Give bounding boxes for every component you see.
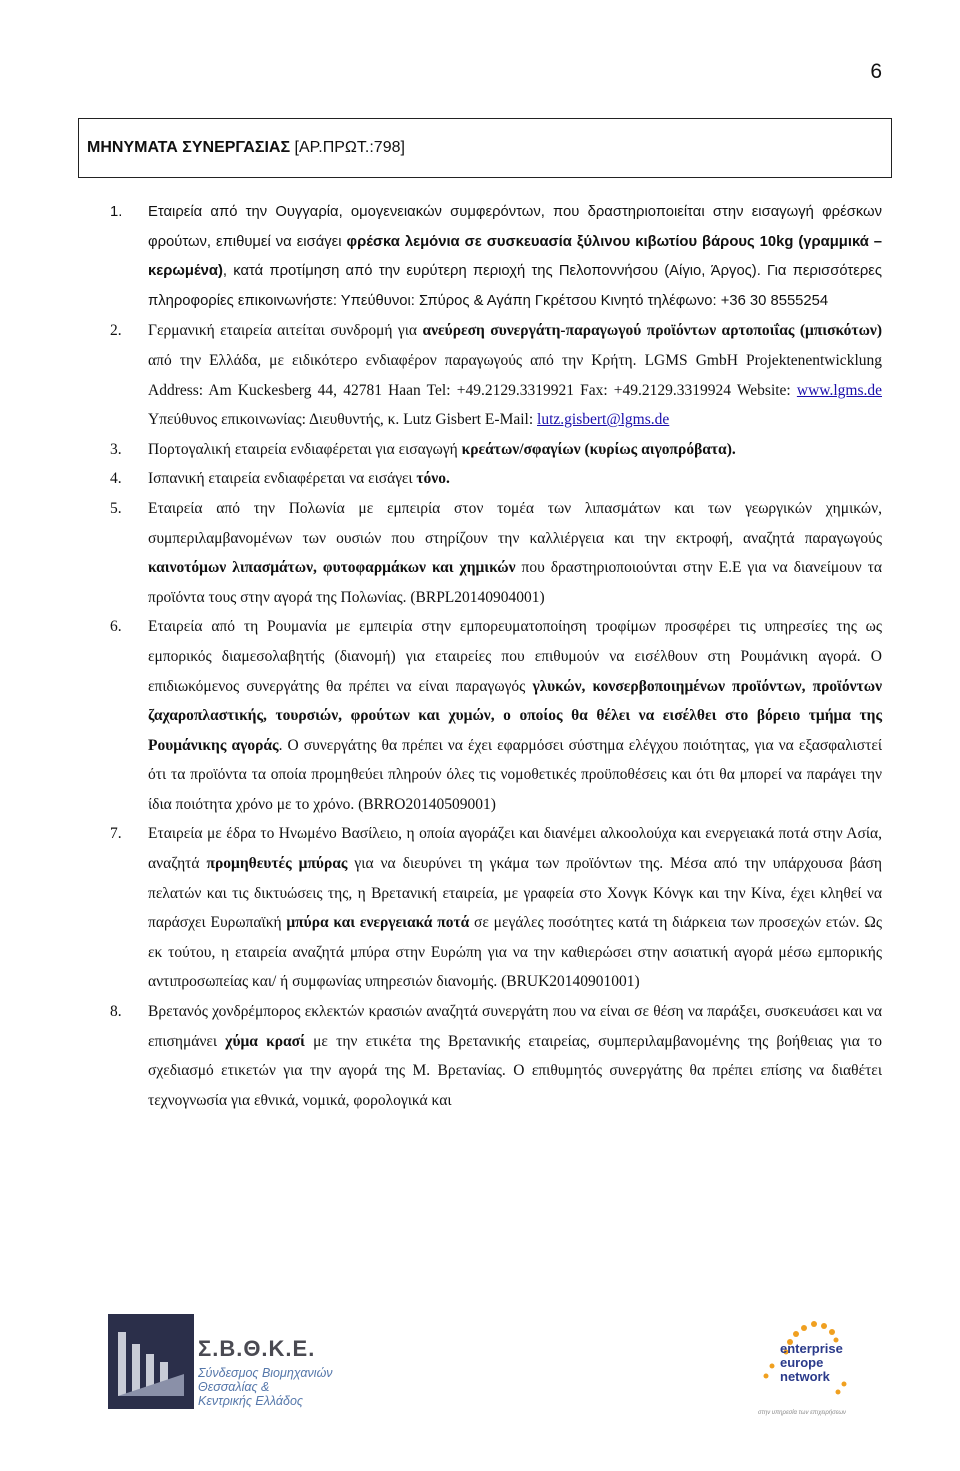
item-number: 1.	[110, 204, 123, 220]
item-number: 3.	[110, 440, 122, 458]
list-item-1	[110, 198, 882, 316]
logo-subtitle: Σύνδεσμος Βιομηχανιών Θεσσαλίας & Κεντρικής Ελλάδος	[198, 1366, 333, 1408]
website-link[interactable]: www.lgms.de	[796, 381, 882, 399]
list-item-8	[110, 997, 882, 1115]
een-wordmark: enterprise europe network	[780, 1341, 843, 1384]
item-number: 2.	[110, 322, 122, 340]
list-item-7	[110, 819, 882, 997]
item-number: 6.	[110, 618, 122, 636]
item-text: Βρετανός χονδρέμπορος εκλεκτών κρασιών αναζητά συνεργάτη που να είναι σε θέση να παράξει, συσκευάσει και να επισημάνει χύμα κρασί με την ετικέτα της Βρετανικής εταιρείας, συμπεριλαμβανομένης της βοήθειας για το σχεδιασμό ετικετών για την αγορά της Μ. Βρετανίας. Ο επιθυμητός συνεργάτης θα πρέπει επίσης να διαθέτει τεχνογνωσία για εθνικά, νομικά, φορολογικά και	[148, 1003, 882, 1109]
footer	[0, 1314, 960, 1424]
sbtke-logo	[108, 1314, 428, 1409]
item-number: 7.	[110, 825, 122, 843]
email-link[interactable]: lutz.gisbert@lgms.de	[537, 411, 670, 429]
list-item-4	[110, 464, 882, 494]
page-number: 6	[870, 60, 882, 83]
item-text: Ισπανική εταιρεία ενδιαφέρεται να εισάγει τόνο.	[148, 470, 450, 488]
item-text: Εταιρεία με έδρα το Ηνωμένο Βασίλειο, η οποία αγοράζει και διανέμει αλκοολούχα και ενεργειακά ποτά στην Ασία, αναζητά προμηθευτές μπύρας για να διευρύνει τη γκάμα των προϊόντων της. Μέσα από την υπάρχουσα βάση πελατών και τις δικτυώσεις της, η Βρετανική εταιρεία, με γραφεία στο Χονγκ Κόνγκ και την Κίνα, έχει κληθεί να παράσχει Ευρωπαϊκή μπύρα και ενεργειακά ποτά σε μεγάλες ποσότητες κατά τη διάρκεια των προσεχών ετών. Ως εκ τούτου, η εταιρεία αναζητά μπύρα στην Ευρώπη για να την καθιερώσει στην ασιατική αγορά μέσω εμπορικής αντιπροσωπείας και/ ή συμφωνίας υπηρεσιών διανομής. (BRUK20140901001)	[148, 825, 883, 991]
item-text: Εταιρεία από την Πολωνία με εμπειρία στον τομέα των λιπασμάτων και των γεωργικών χημικών, συμπεριλαμβανομένων των ουσιών που στηρίζουν την καλλιέργεια και την εκτροφή, αναζητά παραγωγούς καινοτόμων λιπασμάτων, φυτοφαρμάκων και χημικών που δραστηριοποιούνται στην Ε.Ε για να διανείμουν τα προϊόντα τους στην αγορά της Πολωνίας. (BRPL20140904001)	[148, 499, 882, 606]
factory-icon	[108, 1314, 194, 1409]
list-item-5	[110, 494, 882, 612]
list-item-2	[110, 316, 882, 434]
item-text: Γερμανική εταιρεία αιτείται συνδρομή για ανεύρεση συνεργάτη-παραγωγού προϊόντων αρτοποιΐας (μπισκότων) από την Ελλάδα, με ειδικότερο ενδιαφέρον παραγωγούς από την Κρήτη. LGMS GmbH Projektenentwicklung Address: Am Kuckesberg 44, 42781 Haan Tel: +49.2129.3319921 Fax: +49.2129.3319924 Website: www.lgms.de Υπεύθυνος επικοινωνίας: Διευθυντής, κ. Lutz Gisbert E-Mail: lutz.gisbert@lgms.de	[148, 322, 882, 429]
list-item-6	[110, 612, 882, 819]
logo-title: Σ.Β.Θ.Κ.Ε.	[198, 1336, 316, 1361]
een-tagline: στην υπηρεσία των επιχειρήσεων	[758, 1410, 847, 1416]
heading-box	[78, 118, 892, 178]
item-number: 5.	[110, 499, 122, 517]
item-text: Πορτογαλική εταιρεία ενδιαφέρεται για εισαγωγή κρεάτων/σφαγίων (κυρίως αιγοπρόβατα).	[148, 440, 736, 458]
cooperation-list	[110, 198, 882, 1115]
item-number: 8.	[110, 1003, 122, 1021]
item-text: Εταιρεία από την Ουγγαρία, ομογενειακών συμφερόντων, που δραστηριοποιείται στην εισαγωγή φρέσκων φρούτων, επιθυμεί να εισάγει φρέσκα λεμόνια σε συσκευασία ξύλινου κιβωτίου βάρους 10kg (γραμμικά – κερωμένα), κατά προτίμηση από την ευρύτερη περιοχή της Πελοποννήσου (Αίγιο, Άργος). Για περισσότερες πληροφορίες επικοινωνήστε: Υπεύθυνοι: Σπύρος & Αγάπη Γκρέτσου Κινητό τηλέφωνο: +36 30 8555254	[148, 204, 882, 309]
list-item-3	[110, 435, 882, 465]
section-title: ΜΗΝΥΜΑΤΑ ΣΥΝΕΡΓΑΣΙΑΣ	[87, 139, 291, 156]
item-text: Εταιρεία από τη Ρουμανία με εμπειρία στην εμπορευματοποίηση τροφίμων προσφέρει τις υπηρεσίες της ως εμπορικός διαμεσολαβητής (διανομή) για εταιρείες που επιθυμούν να εισέλθουν στη Ρουμάνικη αγορά. Ο επιδιωκόμενος συνεργάτης θα πρέπει να είναι παραγωγός γλυκών, κονσερβοποιημένων προϊόντων, προϊόντων ζαχαροπλαστικής, τουρσιών, φρούτων και χυμών, ο οποίος θα θέλει να εισέλθει στο βόρειο τμήμα της Ρουμάνικης αγοράς. Ο συνεργάτης θα πρέπει να έχει εφαρμόσει σύστημα ελέγχου ποιότητας, για να εξασφαλιστεί ότι τα προϊόντα τα οποία προμηθεύει πληρούν όλες τις νομοθετικές προϋποθέσεις και ότι θα μπορεί να παράγει την ίδια ποιότητα χρόνο με το χρόνο. (BRRO20140509001)	[148, 618, 882, 813]
een-logo	[752, 1314, 892, 1424]
item-number: 4.	[110, 470, 122, 488]
protocol-number: [ΑΡ.ΠΡΩΤ.:798]	[294, 139, 405, 156]
